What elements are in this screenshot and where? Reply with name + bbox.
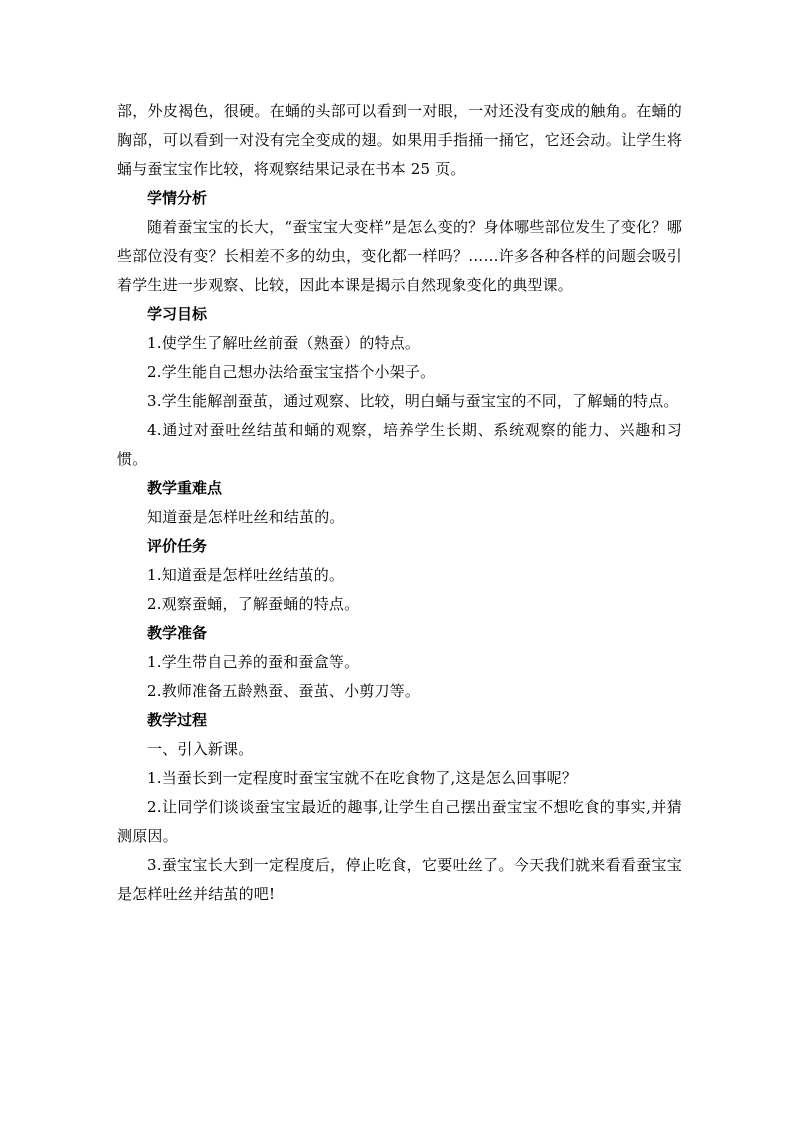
preparation-item: 2.教师准备五龄熟蚕、蚕茧、小剪刀等。	[147, 682, 421, 700]
objective-item: 1.使学生了解吐丝前蚕（熟蚕）的特点。	[147, 334, 421, 352]
section-heading-preparation: 教学准备	[147, 624, 208, 642]
section-heading-evaluation: 评价任务	[147, 537, 208, 555]
key-points-paragraph: 知道蚕是怎样吐丝和结茧的。	[147, 508, 345, 526]
preparation-item: 1.学生带自己养的蚕和蚕盒等。	[147, 653, 360, 671]
section-heading-objectives: 学习目标	[147, 305, 208, 323]
process-subheading: 一、引入新课。	[147, 740, 254, 758]
process-item: 3.蚕宝宝长大到一定程度后，停止吃食，它要吐丝了。今天我们就来看看蚕宝宝是怎样吐丝并结茧的吧!	[117, 856, 682, 903]
section-heading-key-points: 教学重难点	[147, 479, 223, 497]
evaluation-item: 1.知道蚕是怎样吐丝结茧的。	[147, 566, 345, 584]
process-item: 1.当蚕长到一定程度时蚕宝宝就不在吃食物了,这是怎么回事呢？	[147, 769, 578, 787]
objective-item: 4.通过对蚕吐丝结茧和蛹的观察，培养学生长期、系统观察的能力、兴趣和习惯。	[117, 421, 682, 468]
analysis-paragraph: 随着蚕宝宝的长大，“蚕宝宝大变样”是怎么变的？身体哪些部位发生了变化？哪些部位没有变？长相差不多的幼虫，变化都一样吗？……许多各种各样的问题会吸引着学生进一步观察、比较，因此本课是揭示自然现象变化的典型课。	[117, 218, 682, 294]
section-heading-process: 教学过程	[147, 711, 208, 729]
process-item: 2.让同学们谈谈蚕宝宝最近的趣事,让学生自己摆出蚕宝宝不想吃食的事实,并猜测原因。	[117, 798, 682, 845]
objective-item: 3.学生能解剖蚕茧，通过观察、比较，明白蛹与蚕宝宝的不同，了解蛹的特点。	[147, 392, 679, 410]
evaluation-item: 2.观察蚕蛹，了解蚕蛹的特点。	[147, 595, 360, 613]
objective-item: 2.学生能自己想办法给蚕宝宝搭个小架子。	[147, 363, 436, 381]
section-heading-analysis: 学情分析	[147, 189, 208, 207]
intro-paragraph: 部，外皮褐色，很硬。在蛹的头部可以看到一对眼，一对还没有变成的触角。在蛹的胸部，可以看到一对没有完全变成的翅。如果用手指捅一捅它，它还会动。让学生将蛹与蚕宝宝作比较，将观察结果记录在书本 25 页。	[117, 102, 682, 178]
document-body	[117, 97, 682, 909]
